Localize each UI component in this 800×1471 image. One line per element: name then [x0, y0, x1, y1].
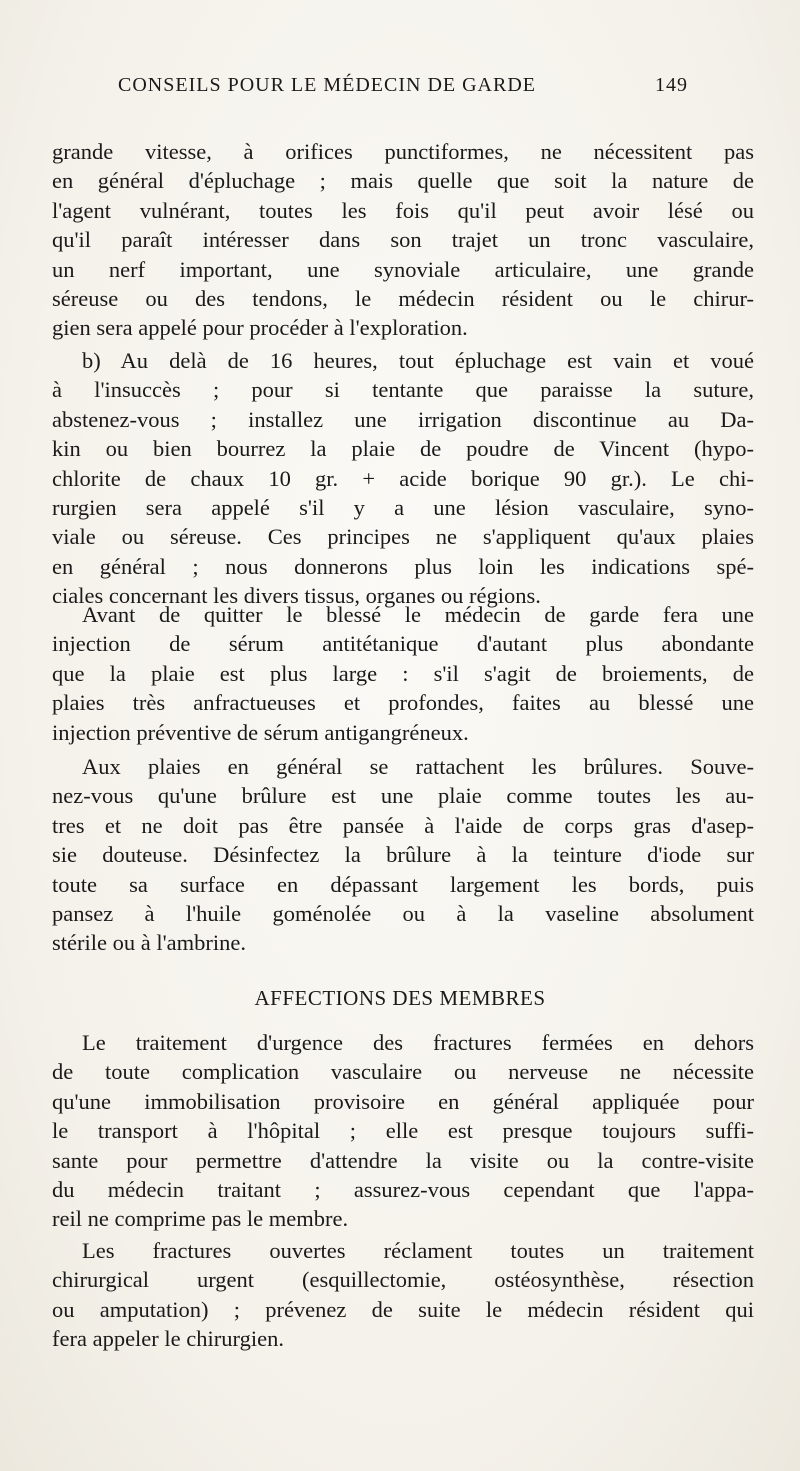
page-number: 149 — [655, 74, 688, 96]
text-line: séreuse ou des tendons, le médecin résident ou le chirur- — [52, 285, 754, 311]
text-line: nez-vous qu'une brûlure est une plaie comme toutes les au- — [52, 783, 754, 809]
running-title: CONSEILS POUR LE MÉDECIN DE GARDE — [118, 74, 536, 96]
text-line: chlorite de chaux 10 gr. + acide borique 90 gr.). Le chi- — [52, 465, 754, 491]
text-line: le transport à l'hôpital ; elle est presque toujours suffi- — [52, 1118, 754, 1144]
paragraph-fractures-fermees — [52, 1028, 754, 1234]
text-line: en général ; nous donnerons plus loin les indications spé- — [52, 553, 754, 579]
text-line: viale ou séreuse. Ces principes ne s'appliquent qu'aux plaies — [52, 524, 754, 550]
running-head — [118, 74, 688, 104]
text-line: que la plaie est plus large : s'il s'agit de broiements, de — [52, 660, 754, 686]
text-line: pansez à l'huile goménolée ou à la vaseline absolument — [52, 900, 754, 926]
text-line: injection préventive de sérum antigangréneux. — [52, 719, 469, 745]
text-line: Les fractures ouvertes réclament toutes un traitement — [82, 1238, 754, 1263]
text-line: tres et ne doit pas être pansée à l'aide de corps gras d'asep- — [52, 812, 754, 838]
text-line: sie douteuse. Désinfectez la brûlure à la teinture d'iode sur — [52, 842, 754, 868]
text-line: grande vitesse, à orifices punctiformes, ne nécessitent pas — [52, 139, 754, 164]
text-line: sante pour permettre d'attendre la visite ou la contre-visite — [52, 1147, 754, 1173]
paragraph-brulures — [52, 752, 754, 958]
text-line: fera appeler le chirurgien. — [52, 1326, 284, 1352]
text-line: rurgien sera appelé s'il y a une lésion vasculaire, syno- — [52, 494, 754, 520]
text-line: Aux plaies en général se rattachent les brûlures. Souve- — [82, 754, 754, 779]
text-line: toute sa surface en dépassant largement les bords, puis — [52, 871, 754, 897]
text-line: ciales concernant les divers tissus, organes ou régions. — [52, 583, 541, 609]
text-line: à l'insuccès ; pour si tentante que paraisse la suture, — [52, 377, 754, 403]
text-line: abstenez-vous ; installez une irrigation discontinue au Da- — [52, 406, 754, 432]
text-line: en général d'épluchage ; mais quelle que soit la nature de — [52, 168, 754, 194]
text-line: du médecin traitant ; assurez-vous cependant que l'appa- — [52, 1176, 754, 1202]
text-line: injection de sérum antitétanique d'autant plus abondante — [52, 631, 754, 657]
text-line: un nerf important, une synoviale articulaire, une grande — [52, 256, 754, 282]
text-line: stérile ou à l'ambrine. — [52, 930, 246, 956]
text-line: Avant de quitter le blessé le médecin de garde fera une — [82, 602, 754, 627]
paragraph-b — [52, 346, 754, 611]
paragraph-serum — [52, 600, 754, 747]
text-line: b) Au delà de 16 heures, tout épluchage est vain et voué — [82, 348, 754, 373]
text-line: reil ne comprime pas le membre. — [52, 1206, 349, 1232]
paragraph-fractures-ouvertes — [52, 1236, 754, 1354]
text-line: qu'il paraît intéresser dans son trajet un tronc vasculaire, — [52, 227, 754, 253]
text-line: l'agent vulnérant, toutes les fois qu'il peut avoir lésé ou — [52, 197, 754, 223]
text-line: de toute complication vasculaire ou nerveuse ne nécessite — [52, 1059, 754, 1085]
text-line: Le traitement d'urgence des fractures fermées en dehors — [82, 1030, 754, 1055]
text-line: chirurgical urgent (esquillectomie, ostéosynthèse, résection — [52, 1267, 754, 1293]
text-line: kin ou bien bourrez la plaie de poudre de Vincent (hypo- — [52, 436, 754, 462]
section-heading: AFFECTIONS DES MEMBRES — [254, 986, 546, 1010]
text-line: ou amputation) ; prévenez de suite le médecin résident qui — [52, 1296, 754, 1322]
paragraph-continuation — [52, 137, 754, 343]
text-line: gien sera appelé pour procéder à l'exploration. — [52, 315, 468, 341]
text-line: plaies très anfractueuses et profondes, faites au blessé une — [52, 690, 754, 716]
text-line: qu'une immobilisation provisoire en général appliquée pour — [52, 1088, 754, 1114]
